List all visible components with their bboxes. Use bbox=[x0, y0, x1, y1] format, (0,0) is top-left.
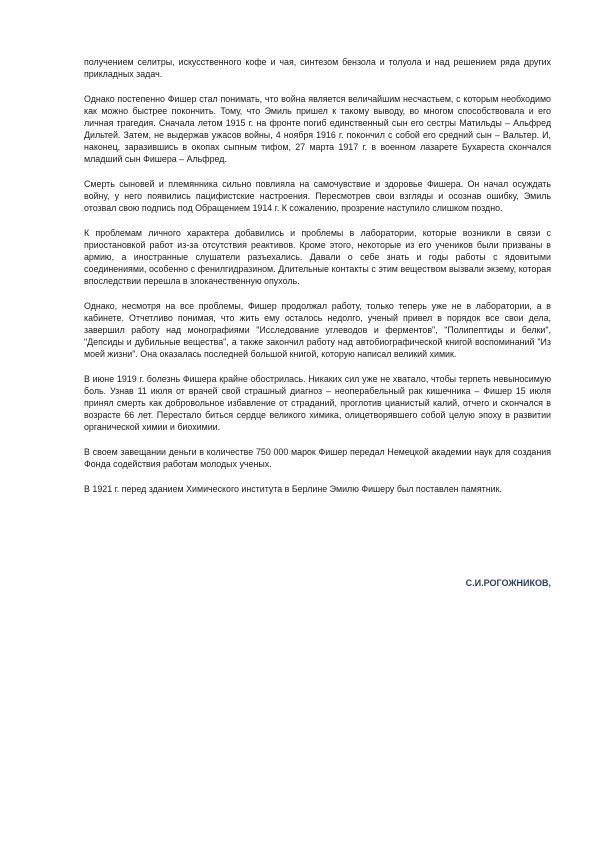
paragraph-1: получением селитры, искусственного кофе и чая, синтезом бензола и толуола и над решением ряда других прикладных задач. bbox=[84, 57, 551, 79]
paragraph-5: Однако, несмотря на все проблемы, Фишер продолжал работу, только теперь уже не в лаборатории, а в кабинете. Отчетливо понимая, что жить ему осталось недолго, ученый привел в порядок все свои дела, завершил работу над монографиями "Исследование углеводов и ферментов", "Полипептиды и белки", "Депсиды и дубильные вещества", а также закончил работу над автобиографической книгой воспоминаний "Из моей жизни". Она оказалась последней большой книгой, которую написал великий химик. bbox=[84, 301, 551, 359]
article-body bbox=[84, 56, 551, 508]
paragraph-7: В своем завещании деньги в количестве 750 000 марок Фишер передал Немецкой академии наук для создания Фонда содействия работам молодых ученых. bbox=[84, 447, 551, 469]
paragraph-3: Смерть сыновей и племянника сильно повлияла на самочувствие и здоровье Фишера. Он начал осуждать войну, у него появились пацифистские настроения. Пересмотрев свои взгляды и осознав ошибку, Эмиль отозвал свою подпись под Обращением 1914 г. К сожалению, прозрение наступило слишком поздно. bbox=[84, 179, 551, 213]
author-signature: С.И.РОГОЖНИКОВ, bbox=[465, 578, 551, 588]
paragraph-8: В 1921 г. перед зданием Химического института в Берлине Эмилю Фишеру был поставлен памятник. bbox=[84, 484, 502, 494]
paragraph-6: В июне 1919 г. болезнь Фишера крайне обострилась. Никаких сил уже не хватало, чтобы терпеть невыносимую боль. Узнав 11 июля от врачей свой страшный диагноз – неоперабельный рак кишечника – Фишер 15 июля принял смерть как добровольное избавление от страданий, проглотив цианистый калий, отчего и скончался в возрасте 66 лет. Перестало биться сердце великого химика, олицетворявшего собой целую эпоху в развитии органической химии и биохимии. bbox=[84, 374, 551, 432]
paragraph-4: К проблемам личного характера добавились и проблемы в лаборатории, которые возникли в связи с приостановкой работ из-за отсутствия реактивов. Кроме этого, некоторые из его учеников были призваны в армию, а иностранные слушатели разъехались. Давали о себе знать и годы работы с ядовитыми соединениями, особенно с фенилгидразином. Длительные контакты с этим веществом вызвали экзему, которая впоследствии перешла в злокачественную опухоль. bbox=[84, 228, 551, 286]
paragraph-2: Однако постепенно Фишер стал понимать, что война является величайшим несчастьем, с которым необходимо как можно быстрее покончить. Тому, что Эмиль пришел к такому выводу, во многом способствовала и его личная трагедия. Сначала летом 1915 г. на фронте погиб единственный сын его сестры Матильды – Альфред Дильтей. Затем, не выдержав ужасов войны, 4 ноября 1916 г. покончил с собой его средний сын – Вальтер. И, наконец, заразившись в окопах сыпным тифом, 27 марта 1917 г. в военном лазарете Бухареста скончался младший сын Фишера – Альфред. bbox=[84, 94, 551, 164]
